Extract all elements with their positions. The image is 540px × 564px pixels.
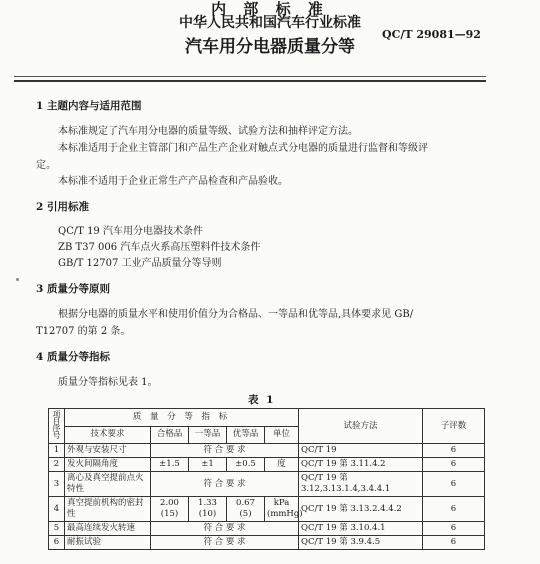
header-rule-thick <box>14 80 486 82</box>
header-first: 一等品 <box>189 426 227 444</box>
row-no: 4 <box>49 497 65 522</box>
row-no: 1 <box>49 444 65 458</box>
table-row <box>49 444 485 458</box>
row-item: 离心及真空提前点火特性 <box>65 472 151 497</box>
section-1-paragraph-2: 本标准适用于企业主管部门和产品生产企业对触点式分电器的质量进行监督和等级评 <box>58 143 428 154</box>
header-item: 技术要求 <box>65 426 151 444</box>
row-score: 6 <box>423 536 485 550</box>
row-merged-requirement: 符 合 要 求 <box>151 536 299 550</box>
reference-2: ZB T37 006 汽车点火系高压塑料件技术条件 <box>58 242 261 253</box>
row-method: QC/T 19 第 3.9.4.5 <box>299 536 423 550</box>
row-merged-requirement: 符 合 要 求 <box>151 444 299 458</box>
row-item: 发火间隔角度 <box>65 458 151 472</box>
table-row <box>49 536 485 550</box>
section-4-heading: 4 质量分等指标 <box>36 351 110 363</box>
row-no: 6 <box>49 536 65 550</box>
table-header-row-1 <box>49 409 485 427</box>
row-pass: ±1.5 <box>151 458 189 472</box>
header-unit: 单位 <box>265 426 299 444</box>
header-line1: 内 部 标 准 <box>211 0 329 18</box>
quality-grade-table <box>48 408 485 550</box>
row-unit: kPa (mmHg) <box>265 497 299 522</box>
row-score: 6 <box>423 522 485 536</box>
row-method: QC/T 19 第 3.10.4.1 <box>299 522 423 536</box>
section-1-paragraph-2-cont: 定。 <box>36 160 56 171</box>
header-score: 子评数 <box>423 409 485 444</box>
row-score: 6 <box>423 458 485 472</box>
header-pass: 合格品 <box>151 426 189 444</box>
table-title: 表 1 <box>248 394 276 406</box>
row-unit: 度 <box>265 458 299 472</box>
row-method: QC/T 19 第 3.11.4.2 <box>299 458 423 472</box>
row-first: ±1 <box>189 458 227 472</box>
row-method: QC/T 19 第 3.12,3.13.1.4,3.4.4.1 <box>299 472 423 497</box>
row-score: 6 <box>423 472 485 497</box>
row-method: QC/T 19 <box>299 444 423 458</box>
row-no: 3 <box>49 472 65 497</box>
section-1-heading: 1 主题内容与适用范围 <box>36 100 142 112</box>
section-3-heading: 3 质量分等原则 <box>36 283 110 295</box>
row-no: 2 <box>49 458 65 472</box>
row-item: 最高连续发火转速 <box>65 522 151 536</box>
table-row <box>49 497 485 522</box>
header-method: 试验方法 <box>299 409 423 444</box>
header-group: 质 量 分 等 指 标 <box>65 409 299 427</box>
section-1-paragraph-3: 本标准不适用于企业正常生产产品检查和产品验收。 <box>58 176 288 187</box>
section-1-paragraph-1: 本标准规定了汽车用分电器的质量等级、试验方法和抽样评定方法。 <box>58 126 358 137</box>
table-row <box>49 522 485 536</box>
section-4-paragraph-1: 质量分等指标见表 1。 <box>58 377 158 388</box>
row-excellent: 0.67 (5) <box>227 497 265 522</box>
header-seq: 项目序号 <box>49 409 65 444</box>
row-merged-requirement: 符 合 要 求 <box>151 522 299 536</box>
section-2-heading: 2 引用标准 <box>36 201 89 213</box>
row-merged-requirement: 符 合 要 求 <box>151 472 299 497</box>
scan-speck <box>16 278 19 281</box>
row-first: 1.33 (10) <box>189 497 227 522</box>
row-no: 5 <box>49 522 65 536</box>
header-excellent: 优等品 <box>227 426 265 444</box>
row-pass: 2.00 (15) <box>151 497 189 522</box>
standard-number: QC/T 29081—92 <box>382 28 481 41</box>
section-3-paragraph-1-cont: T12707 的第 2 条。 <box>36 326 131 337</box>
row-item: 真空提前机构的密封性 <box>65 497 151 522</box>
document-title: 汽车用分电器质量分等 <box>185 37 355 57</box>
row-item: 外观与安装尺寸 <box>65 444 151 458</box>
reference-1: QC/T 19 汽车用分电器技术条件 <box>58 226 203 237</box>
row-score: 6 <box>423 444 485 458</box>
section-3-paragraph-1: 根据分电器的质量水平和使用价值分为合格品、一等品和优等品,具体要求见 GB/ <box>58 309 414 320</box>
header-line2: 中华人民共和国汽车行业标准 <box>179 15 361 31</box>
table-row <box>49 472 485 497</box>
row-excellent: ±0.5 <box>227 458 265 472</box>
row-method: QC/T 19 第 3.13.2.4.4.2 <box>299 497 423 522</box>
row-item: 耐振试验 <box>65 536 151 550</box>
reference-3: GB/T 12707 工业产品质量分等导则 <box>58 258 222 269</box>
header-rule <box>14 76 486 77</box>
row-score: 6 <box>423 497 485 522</box>
table-row <box>49 458 485 472</box>
